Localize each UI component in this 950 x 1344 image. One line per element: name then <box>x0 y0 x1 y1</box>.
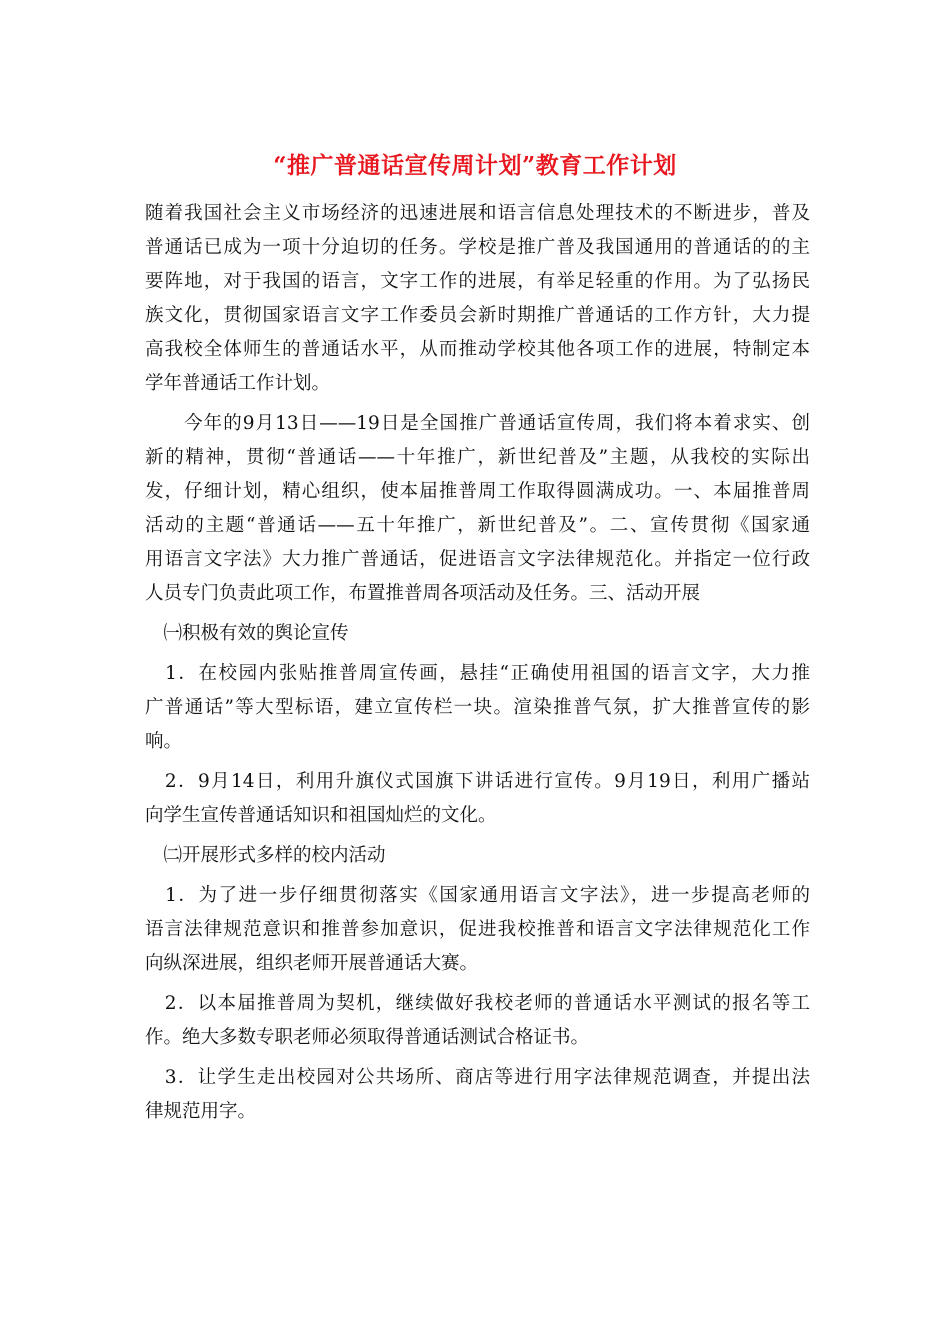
text-line: 今年的9月13日——19日是全国推广普通话宣传周，我们将本着求实、创 <box>145 413 810 434</box>
text-line: 语言法律规范意识和推普参加意识，促进我校推普和语言文字法律规范化工作 <box>145 919 810 940</box>
text-line: 新的精神，贯彻“普通话——十年推广，新世纪普及”主题，从我校的实际出 <box>145 447 810 468</box>
text-line: 用语言文字法》大力推广普通话，促进语言文字法律规范化。并指定一位行政 <box>145 549 810 570</box>
section-heading-line: ㈡开展形式多样的校内活动 <box>145 845 386 866</box>
text-line: 2．以本届推普周为契机，继续做好我校老师的普通话水平测试的报名等工 <box>145 993 810 1014</box>
section-2-item-1 <box>145 879 810 981</box>
text-line: 律规范用字。 <box>145 1101 257 1122</box>
section-1-heading <box>145 617 810 651</box>
text-line: 普通话已成为一项十分迫切的任务。学校是推广普及我国通用的普通话的的主 <box>145 237 810 258</box>
text-line: 3．让学生走出校园对公共场所、商店等进行用字法律规范调查，并提出法 <box>145 1067 810 1088</box>
text-line: 活动的主题“普通话——五十年推广，新世纪普及”。二、宣传贯彻《国家通 <box>145 515 810 536</box>
text-line: 2．9月14日，利用升旗仪式国旗下讲话进行宣传。9月19日，利用广播站 <box>145 771 810 792</box>
text-line: 广普通话”等大型标语，建立宣传栏一块。渲染推普气氛，扩大推普宣传的影 <box>145 697 810 718</box>
section-2-item-2 <box>145 987 810 1055</box>
text-line: 族文化，贯彻国家语言文字工作委员会新时期推广普通话的工作方针，大力提 <box>145 305 810 326</box>
section-2-heading <box>145 839 810 873</box>
text-line: 响。 <box>145 731 183 752</box>
section-2-item-3 <box>145 1061 810 1129</box>
section-1-item-1 <box>145 657 810 759</box>
text-line: 1．为了进一步仔细贯彻落实《国家通用语言文字法》，进一步提高老师的 <box>145 885 810 906</box>
section-heading-line: ㈠积极有效的舆论宣传 <box>145 623 349 644</box>
document-title: “推广普通话宣传周计划”教育工作计划 <box>273 152 677 179</box>
text-line: 作。绝大多数专职老师必须取得普通话测试合格证书。 <box>145 1027 590 1048</box>
text-line: 随着我国社会主义市场经济的迅速进展和语言信息处理技术的不断进步，普及 <box>145 203 810 224</box>
text-line: 向学生宣传普通话知识和祖国灿烂的文化。 <box>145 805 497 826</box>
text-line: 高我校全体师生的普通话水平，从而推动学校其他各项工作的进展，特制定本 <box>145 339 810 360</box>
text-line: 要阵地，对于我国的语言，文字工作的进展，有举足轻重的作用。为了弘扬民 <box>145 271 810 292</box>
text-line: 人员专门负责此项工作，布置推普周各项活动及任务。三、活动开展 <box>145 583 701 604</box>
text-line: 向纵深进展，组织老师开展普通话大赛。 <box>145 953 479 974</box>
intro-paragraph <box>145 197 810 401</box>
section-1-item-2 <box>145 765 810 833</box>
text-line: 学年普通话工作计划。 <box>145 373 331 394</box>
week-paragraph <box>145 407 810 611</box>
document-body <box>145 197 810 1129</box>
text-line: 1．在校园内张贴推普周宣传画，悬挂“正确使用祖国的语言文字，大力推 <box>145 663 810 684</box>
text-line: 发，仔细计划，精心组织，使本届推普周工作取得圆满成功。一、本届推普周 <box>145 481 810 502</box>
